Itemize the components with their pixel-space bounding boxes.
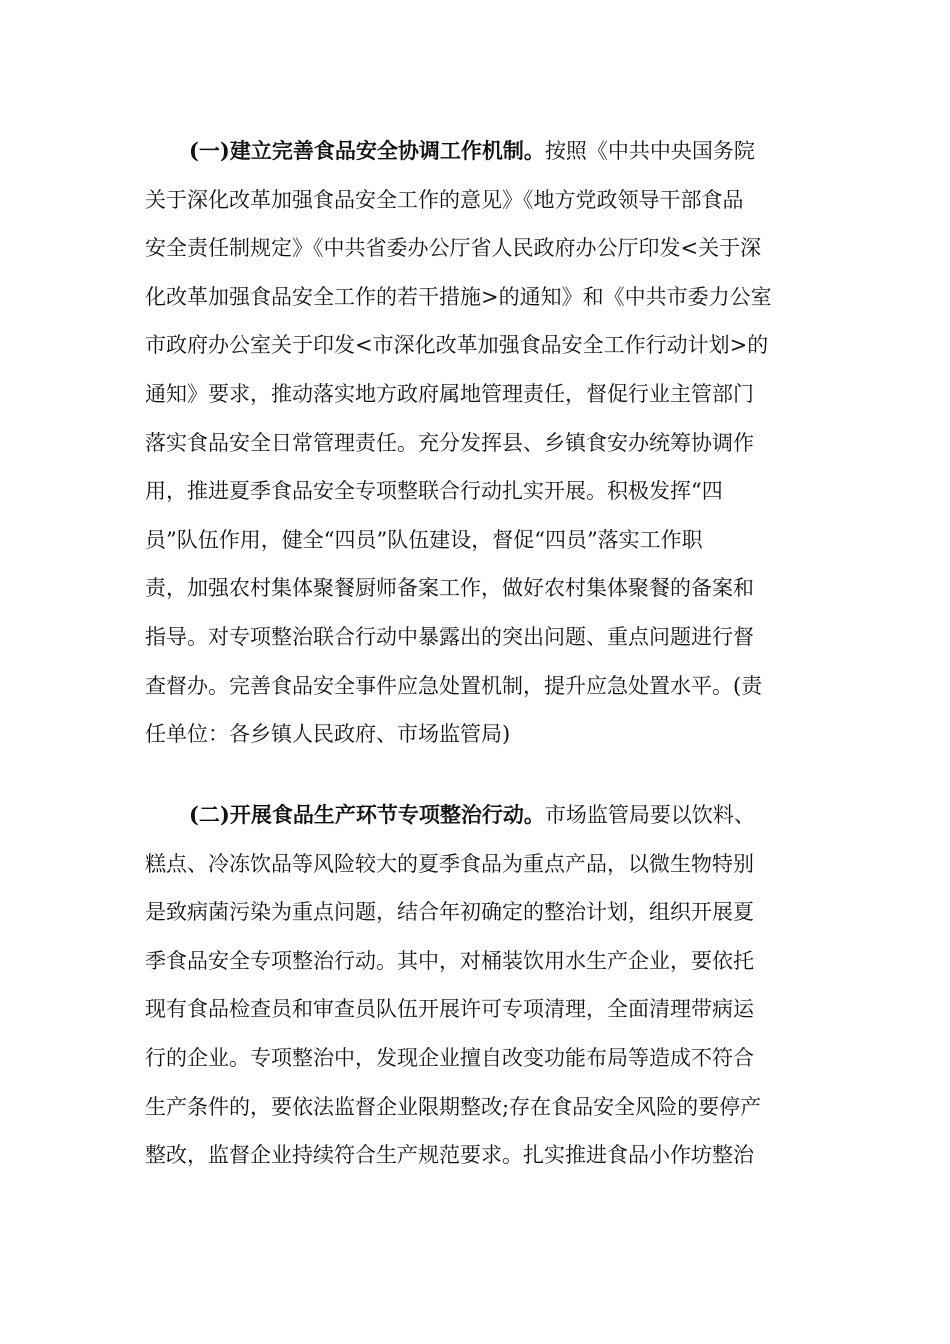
paragraph-line: 用，推进夏季食品安全专项整联合行动扎实开展。积极发挥“四 <box>145 479 723 504</box>
section-heading: (一)建立完善食品安全协调工作机制。 <box>189 138 545 163</box>
paragraph-line: 市政府办公室关于印发<市深化改革加强食品安全工作行动计划>的 <box>145 333 769 358</box>
line-text: 市场监管局要以饮料、 <box>544 803 755 827</box>
paragraph-line: 季食品安全专项整治行动。其中，对桶装饮用水生产企业，要依托 <box>145 948 754 973</box>
paragraph-line: 责，加强农村集体聚餐厨师备案工作，做好农村集体聚餐的备案和 <box>145 576 754 601</box>
paragraph-line <box>145 791 805 840</box>
paragraph-line: 任单位：各乡镇人民政府、市场监管局) <box>145 722 511 747</box>
paragraph-line: 生产条件的，要依法监督企业限期整改;存在食品安全风险的要停产 <box>145 1094 762 1119</box>
paragraph-line: 通知》要求，推动落实地方政府属地管理责任，督促行业主管部门 <box>145 381 754 406</box>
paragraph-line: 指导。对专项整治联合行动中暴露出的突出问题、重点问题进行督 <box>145 624 754 649</box>
section-1-paragraph <box>145 127 805 759</box>
paragraph-line <box>145 127 805 176</box>
paragraph-line: 是致病菌污染为重点问题，结合年初确定的整治计划，组织开展夏 <box>145 900 754 925</box>
paragraph-line: 查督办。完善食品安全事件应急处置机制，提升应急处置水平。(责 <box>145 673 763 698</box>
section-2-paragraph <box>145 791 805 1180</box>
paragraph-line: 员”队伍作用，健全“四员”队伍建设，督促“四员”落实工作职 <box>145 527 703 552</box>
paragraph-line: 现有食品检查员和审查员队伍开展许可专项清理，全面清理带病运 <box>145 997 754 1022</box>
line-text: 按照《中共中央国务院 <box>544 139 755 163</box>
paragraph-line: 化改革加强食品安全工作的若干措施>的通知》和《中共市委力公室 <box>145 284 772 309</box>
paragraph-line: 落实食品安全日常管理责任。充分发挥县、乡镇食安办统筹协调作 <box>145 430 754 455</box>
paragraph-line: 安全责任制规定》《中共省委办公厅省人民政府办公厅印发<关于深 <box>145 236 762 261</box>
paragraph-line: 糕点、冷冻饮品等风险较大的夏季食品为重点产品，以微生物特别 <box>145 851 754 876</box>
paragraph-line: 行的企业。专项整治中，发现企业擅自改变功能布局等造成不符合 <box>145 1045 754 1070</box>
section-heading: (二)开展食品生产环节专项整治行动。 <box>189 802 545 827</box>
paragraph-line: 关于深化改革加强食品安全工作的意见》《地方党政领导干部食品 <box>145 187 744 212</box>
paragraph-line: 整改，监督企业持续符合生产规范要求。扎实推进食品小作坊整治 <box>145 1143 754 1168</box>
